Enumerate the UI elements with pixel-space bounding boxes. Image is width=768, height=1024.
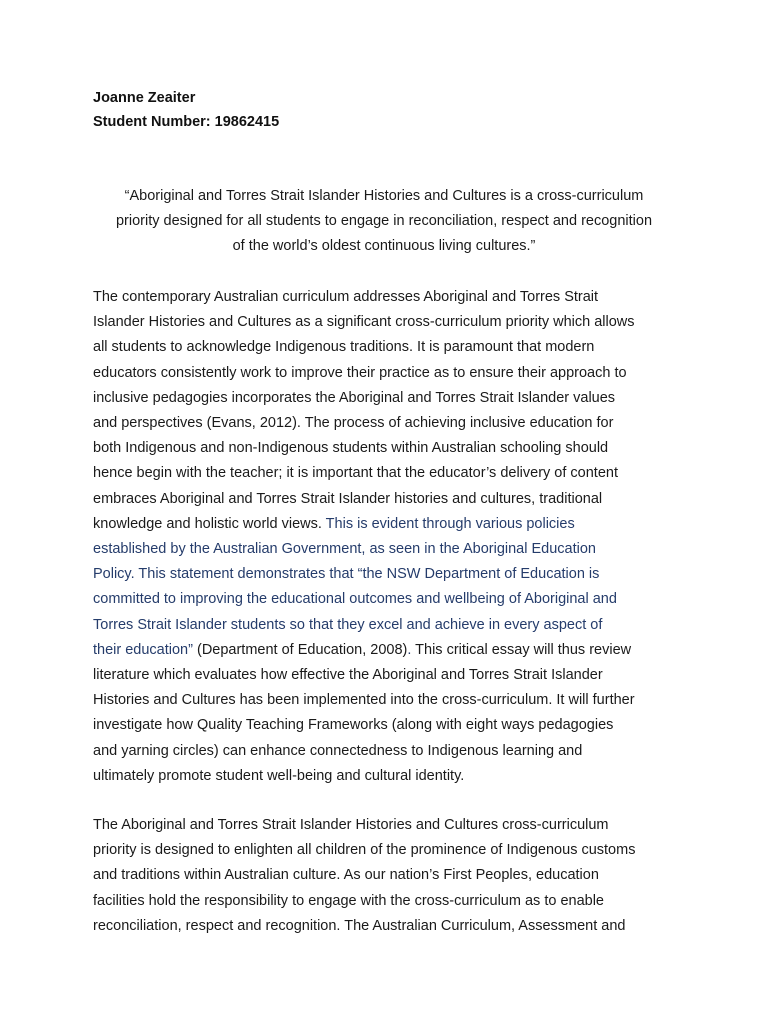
paragraph-line [93, 386, 683, 411]
highlighted-text: committed to improving the educational outcomes and wellbeing of Aboriginal and [93, 591, 617, 608]
quote-line: priority designed for all students to engage in reconciliation, respect and recognition [115, 213, 653, 229]
paragraph-line [93, 764, 683, 789]
highlighted-text: their education” [93, 641, 197, 658]
paragraph-line [93, 863, 683, 888]
paragraph-line [93, 587, 683, 612]
paragraph-line [93, 613, 683, 638]
paragraph-line [93, 487, 683, 512]
paragraph-line [93, 838, 683, 863]
paragraph-text: and perspectives (Evans, 2012). The process of achieving inclusive education for [93, 415, 614, 432]
paragraph-line [93, 638, 683, 663]
paragraph-line [93, 663, 683, 688]
paragraph-line [93, 335, 683, 360]
paragraph-text: reconciliation, respect and recognition. The Australian Curriculum, Assessment and [93, 917, 626, 934]
paragraph-text: The contemporary Australian curriculum addresses Aboriginal and Torres Strait [93, 289, 599, 305]
paragraph-line [93, 512, 683, 537]
quote-line: “Aboriginal and Torres Strait Islander Histories and Cultures is a cross-curriculum [124, 188, 644, 204]
paragraph-text: The Aboriginal and Torres Strait Islander Histories and Cultures cross-curriculum [93, 817, 609, 833]
highlighted-text: This is evident through various policies [325, 515, 575, 532]
body-paragraph-2 [93, 813, 683, 939]
paragraph-line [93, 285, 683, 310]
paragraph-line [93, 361, 683, 386]
document-header [93, 86, 279, 134]
paragraph-text: hence begin with the teacher; it is important that the educator’s delivery of content [93, 465, 618, 482]
paragraph-text: and traditions within Australian culture. As our nation’s First Peoples, education [93, 867, 599, 884]
paragraph-line [93, 562, 683, 587]
paragraph-line [93, 411, 683, 436]
paragraph-text: literature which evaluates how effective the Aboriginal and Torres Strait Islander [93, 667, 603, 684]
paragraph-line [93, 889, 683, 914]
paragraph-text: inclusive pedagogies incorporates the Aboriginal and Torres Strait Islander values [93, 389, 616, 406]
paragraph-line [93, 914, 683, 939]
paragraph-text: Histories and Cultures has been implemented into the cross-curriculum. It will further [93, 692, 635, 709]
paragraph-text: all students to acknowledge Indigenous traditions. It is paramount that modern [93, 339, 595, 356]
paragraph-line [93, 688, 683, 713]
highlighted-text: . [407, 641, 416, 658]
paragraph-line [93, 713, 683, 738]
paragraph-line [93, 310, 683, 335]
paragraph-line [93, 813, 683, 838]
student-number: Student Number: 19862415 [93, 114, 280, 130]
paragraph-line [93, 461, 683, 486]
paragraph-line [93, 739, 683, 764]
paragraph-text: facilities hold the responsibility to engage with the cross-curriculum as to enable [93, 892, 604, 909]
paragraph-text: both Indigenous and non-Indigenous students within Australian schooling should [93, 440, 609, 457]
paragraph-text: This critical essay will thus review [415, 641, 632, 658]
paragraph-line [93, 537, 683, 562]
paragraph-text: priority is designed to enlighten all children of the prominence of Indigenous customs [93, 842, 636, 859]
paragraph-text: (Department of Education, 2008) [196, 641, 408, 658]
paragraph-text: ultimately promote student well-being and cultural identity. [93, 767, 465, 784]
paragraph-text: Islander Histories and Cultures as a significant cross-curriculum priority which allows [93, 314, 635, 331]
paragraph-text: investigate how Quality Teaching Frameworks (along with eight ways pedagogies [93, 717, 614, 734]
paragraph-text: educators consistently work to improve their practice as to ensure their approach to [93, 364, 627, 381]
paragraph-text: knowledge and holistic world views. [93, 515, 326, 532]
paragraph-text: embraces Aboriginal and Torres Strait Islander histories and cultures, traditional [93, 490, 603, 507]
opening-quote [90, 184, 678, 259]
highlighted-text: established by the Australian Government, as seen in the Aboriginal Education [93, 541, 596, 558]
author-name: Joanne Zeaiter [93, 90, 196, 106]
quote-line: of the world’s oldest continuous living cultures.” [232, 238, 536, 254]
body-paragraph-1 [93, 285, 683, 789]
highlighted-text: Torres Strait Islander students so that they excel and achieve in every aspect of [93, 616, 603, 633]
paragraph-line [93, 436, 683, 461]
paragraph-text: and yarning circles) can enhance connectedness to Indigenous learning and [93, 742, 583, 759]
highlighted-text: Policy. This statement demonstrates that “the NSW Department of Education is [93, 566, 600, 583]
